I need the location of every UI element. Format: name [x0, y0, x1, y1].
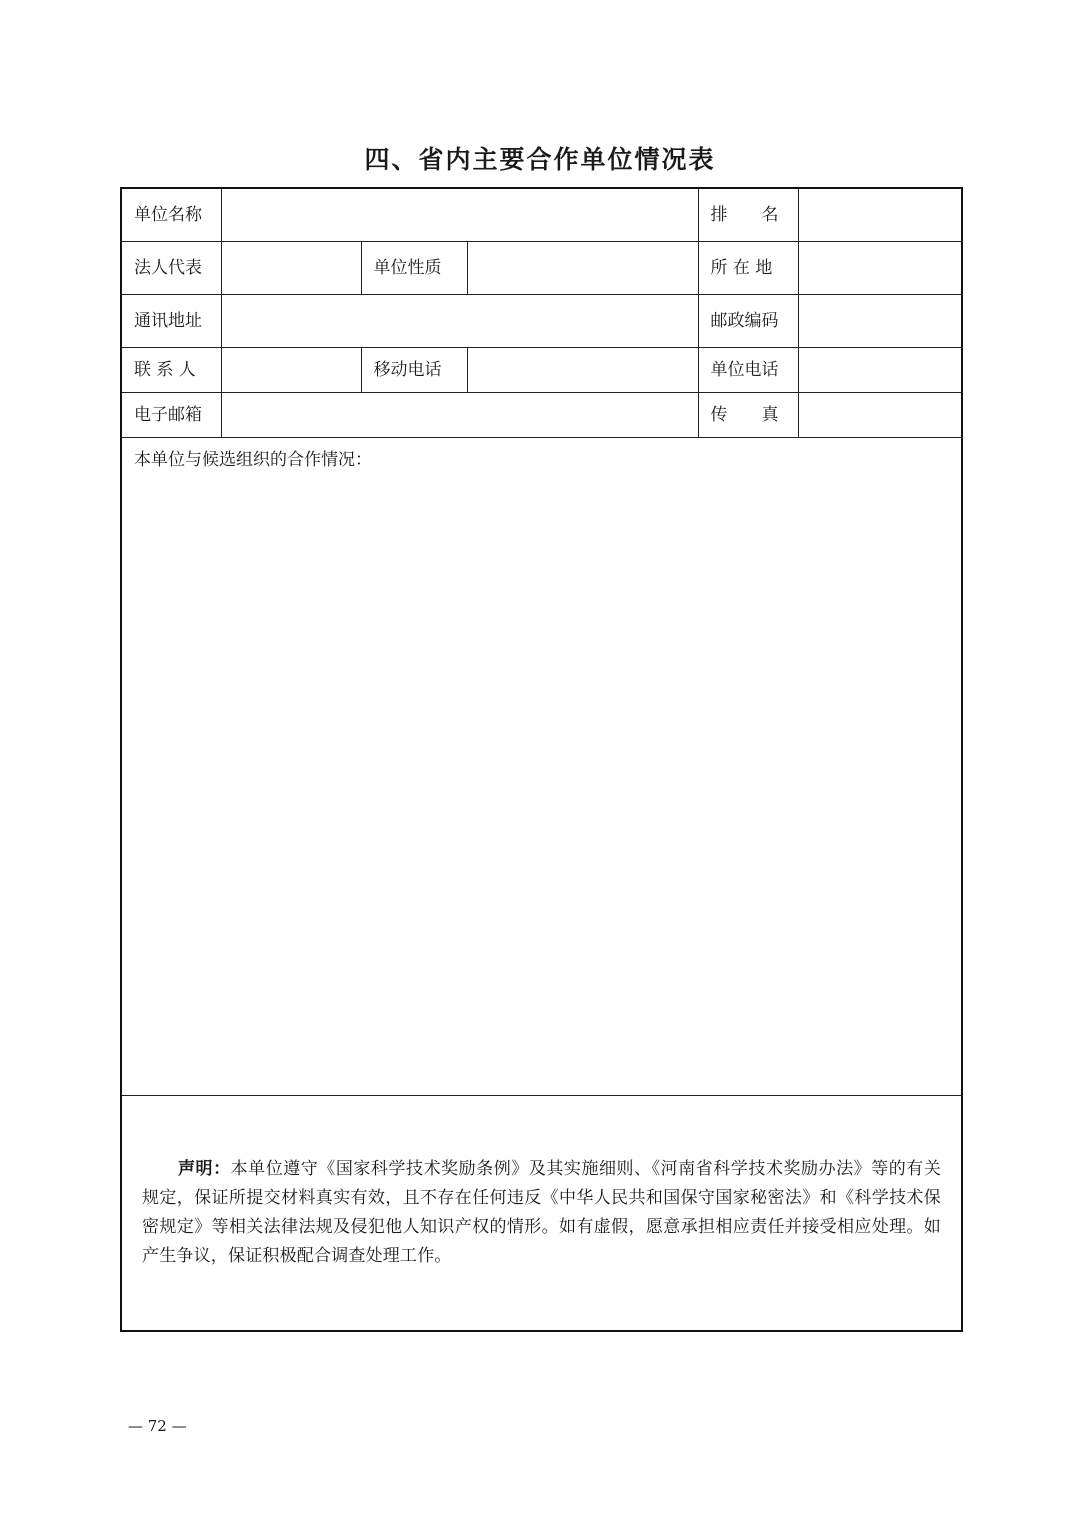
- row-unit-name: [121, 188, 962, 242]
- address-label: 通讯地址: [121, 295, 221, 348]
- mobile-label: 移动电话: [361, 348, 467, 393]
- ranking-field[interactable]: [798, 188, 962, 242]
- unit-name-label: 单位名称: [121, 188, 221, 242]
- legal-rep-label: 法人代表: [121, 242, 221, 295]
- declaration-body: 本单位遵守《国家科学技术奖励条例》及其实施细则、《河南省科学技术奖励办法》等的有关规定，保证所提交材料真实有效，且不存在任何违反《中华人民共和国保守国家秘密法》和《科学技术保密规定》等相关法律法规及侵犯他人知识产权的情形。如有虚假，愿意承担相应责任并接受相应处理。如产生争议，保证积极配合调查处理工作。: [142, 1159, 942, 1266]
- row-contact: [121, 348, 962, 393]
- row-legal-rep: [121, 242, 962, 295]
- address-field[interactable]: [221, 295, 698, 348]
- unit-name-field[interactable]: [221, 188, 698, 242]
- form-title: 四、省内主要合作单位情况表: [364, 145, 716, 174]
- page-number: — 72 —: [128, 1417, 187, 1435]
- mobile-field[interactable]: [467, 348, 698, 393]
- cooperation-unit-form: [120, 187, 963, 1332]
- declaration-heading: 声明：: [178, 1159, 231, 1179]
- declaration-cell: [121, 1096, 962, 1332]
- ranking-label: [698, 188, 798, 242]
- postcode-field[interactable]: [798, 295, 962, 348]
- legal-rep-field[interactable]: [221, 242, 361, 295]
- ranking-label-text: 排 名: [710, 205, 779, 225]
- location-label: 所 在 地: [698, 242, 798, 295]
- email-label: 电子邮箱: [121, 393, 221, 438]
- cooperation-label: 本单位与候选组织的合作情况：: [134, 450, 372, 470]
- contact-field[interactable]: [221, 348, 361, 393]
- office-phone-label: 单位电话: [698, 348, 798, 393]
- email-field[interactable]: [221, 393, 698, 438]
- row-address: [121, 295, 962, 348]
- contact-label: 联 系 人: [121, 348, 221, 393]
- row-declaration: [121, 1096, 962, 1332]
- fax-field[interactable]: [798, 393, 962, 438]
- location-field[interactable]: [798, 242, 962, 295]
- unit-nature-label: 单位性质: [361, 242, 467, 295]
- fax-label: 传 真: [698, 393, 798, 438]
- row-email: [121, 393, 962, 438]
- cooperation-field[interactable]: [121, 438, 962, 1096]
- declaration-text: [134, 1155, 949, 1271]
- postcode-label: 邮政编码: [698, 295, 798, 348]
- office-phone-field[interactable]: [798, 348, 962, 393]
- row-cooperation: [121, 438, 962, 1096]
- unit-nature-field[interactable]: [467, 242, 698, 295]
